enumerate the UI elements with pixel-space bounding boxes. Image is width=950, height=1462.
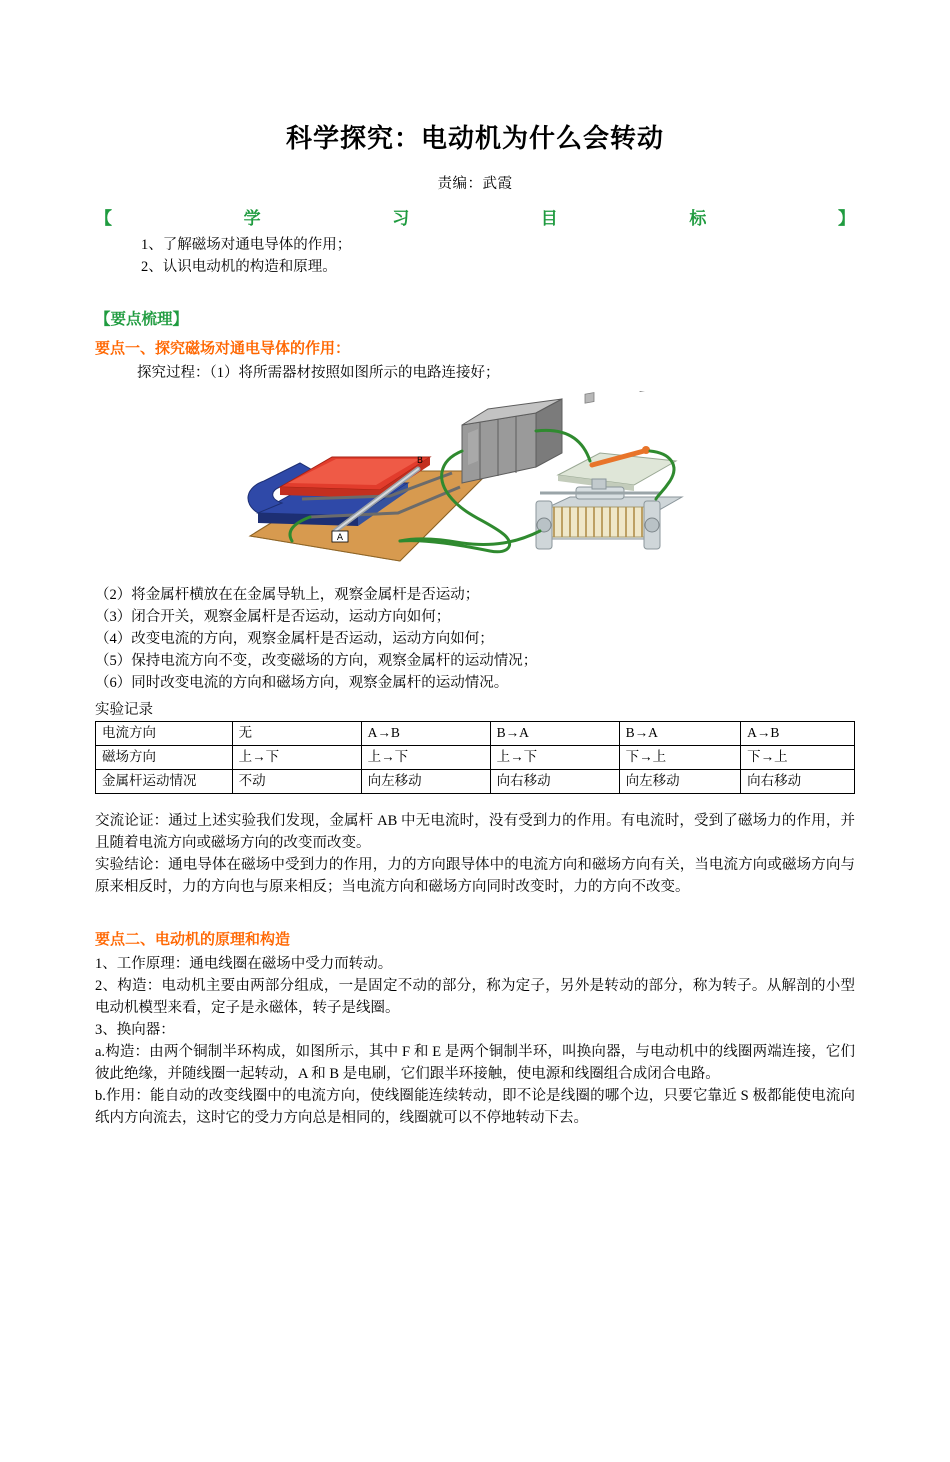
point-two-body [95,953,855,1129]
table-row [96,769,855,793]
conclusion-discussion: 交流论证：通过上述实验我们发现，金属杆 AB 中无电流时，没有受到力的作用。有电流时，受到了磁场力的作用，并且随着电流方向或磁场方向的改变而改变。 [95,810,855,854]
step-3: （3）闭合开关，观察金属杆是否运动，运动方向如何； [95,606,855,628]
figure-container [95,391,855,576]
cell-current-2: A→B [361,721,490,745]
table-row [96,721,855,745]
point-two-title: 要点二、电动机的原理和构造 [95,928,855,949]
point-two-item-5: b.作用：能自动的改变线圈中的电流方向，使线圈能连续转动，即不论是线圈的哪个边，只要它靠近 S 极都能使电流向纸内方向流去，这时它的受力方向总是相同的，线圈就可以不停地转动下去。 [95,1085,855,1129]
byline: 责编：武霞 [95,172,855,193]
rheostat-shape [536,479,682,549]
cell-field-1: 上→下 [232,745,361,769]
cell-current-4: B→A [619,721,740,745]
record-label: 实验记录 [95,698,855,719]
process-line: 探究过程：（1）将所需器材按照如图所示的电路连接好； [95,363,855,385]
goal-char-biao: 标 [689,204,706,229]
goal-char-xue: 学 [244,204,261,229]
point-two-item-1: 1、工作原理：通电线圈在磁场中受力而转动。 [95,953,855,975]
cell-field-3: 上→下 [490,745,619,769]
row-label-field: 磁场方向 [96,745,233,769]
cell-field-4: 下→上 [619,745,740,769]
row-label-motion: 金属杆运动情况 [96,769,233,793]
table-row [96,745,855,769]
experiment-record-table [95,721,855,794]
step-6: （6）同时改变电流的方向和磁场方向，观察金属杆的运动情况。 [95,672,855,694]
cell-field-5: 下→上 [741,745,855,769]
goal-item-2: 2、认识电动机的构造和原理。 [141,256,855,278]
point-two-item-2: 2、构造：电动机主要由两部分组成，一是固定不动的部分，称为定子，另外是转动的部分，称为转子。从解剖的小型电动机模型来看，定子是永磁体，转子是线圈。 [95,975,855,1019]
document-page [0,118,950,1462]
step-2: （2）将金属杆横放在在金属导轨上，观察金属杆是否运动； [95,584,855,606]
conclusions [95,810,855,898]
point-two-item-4: a.构造：由两个铜制半环构成，如图所示，其中 F 和 E 是两个铜制半环，叫换向器，与电动机中的线圈两端连接，它们彼此绝缘，并随线圈一起转动，A 和 B 是电刷，它们跟半环接触，使电源和线圈组合成闭合电路。 [95,1041,855,1085]
cell-current-3: B→A [490,721,619,745]
cell-motion-4: 向左移动 [619,769,740,793]
goal-item-1: 1、了解磁场对通电导体的作用； [141,234,855,256]
cell-current-5: A→B [741,721,855,745]
cell-field-2: 上→下 [361,745,490,769]
learning-goals [95,234,855,279]
step-4: （4）改变电流的方向，观察金属杆是否运动，运动方向如何； [95,628,855,650]
point-one-title: 要点一、探究磁场对通电导体的作用： [95,337,855,358]
cell-motion-2: 向左移动 [361,769,490,793]
step-5: （5）保持电流方向不变，改变磁场的方向，观察金属杆的运动情况； [95,650,855,672]
goal-bracket-close: 】 [838,204,855,229]
label-a-text: A [337,533,344,543]
outline-header: 【要点梳理】 [95,307,855,329]
learning-goal-header [95,204,855,229]
cell-motion-3: 向右移动 [490,769,619,793]
experiment-steps [95,584,855,694]
cell-motion-1: 不动 [232,769,361,793]
cell-current-1: 无 [232,721,361,745]
battery-shape [462,391,562,483]
circuit-diagram [240,391,710,576]
row-label-current: 电流方向 [96,721,233,745]
point-two-item-3: 3、换向器： [95,1019,855,1041]
label-b-text: B [417,456,423,466]
goal-bracket-open: 【 [95,204,112,229]
cell-motion-5: 向右移动 [741,769,855,793]
goal-char-mu: 目 [541,204,558,229]
conclusion-result: 实验结论：通电导体在磁场中受到力的作用，力的方向跟导体中的电流方向和磁场方向有关，当电流方向或磁场方向与原来相反时，力的方向也与原来相反；当电流方向和磁场方向同时改变时，力的方向不改变。 [95,854,855,898]
page-title: 科学探究：电动机为什么会转动 [95,118,855,155]
goal-char-xi: 习 [392,204,409,229]
